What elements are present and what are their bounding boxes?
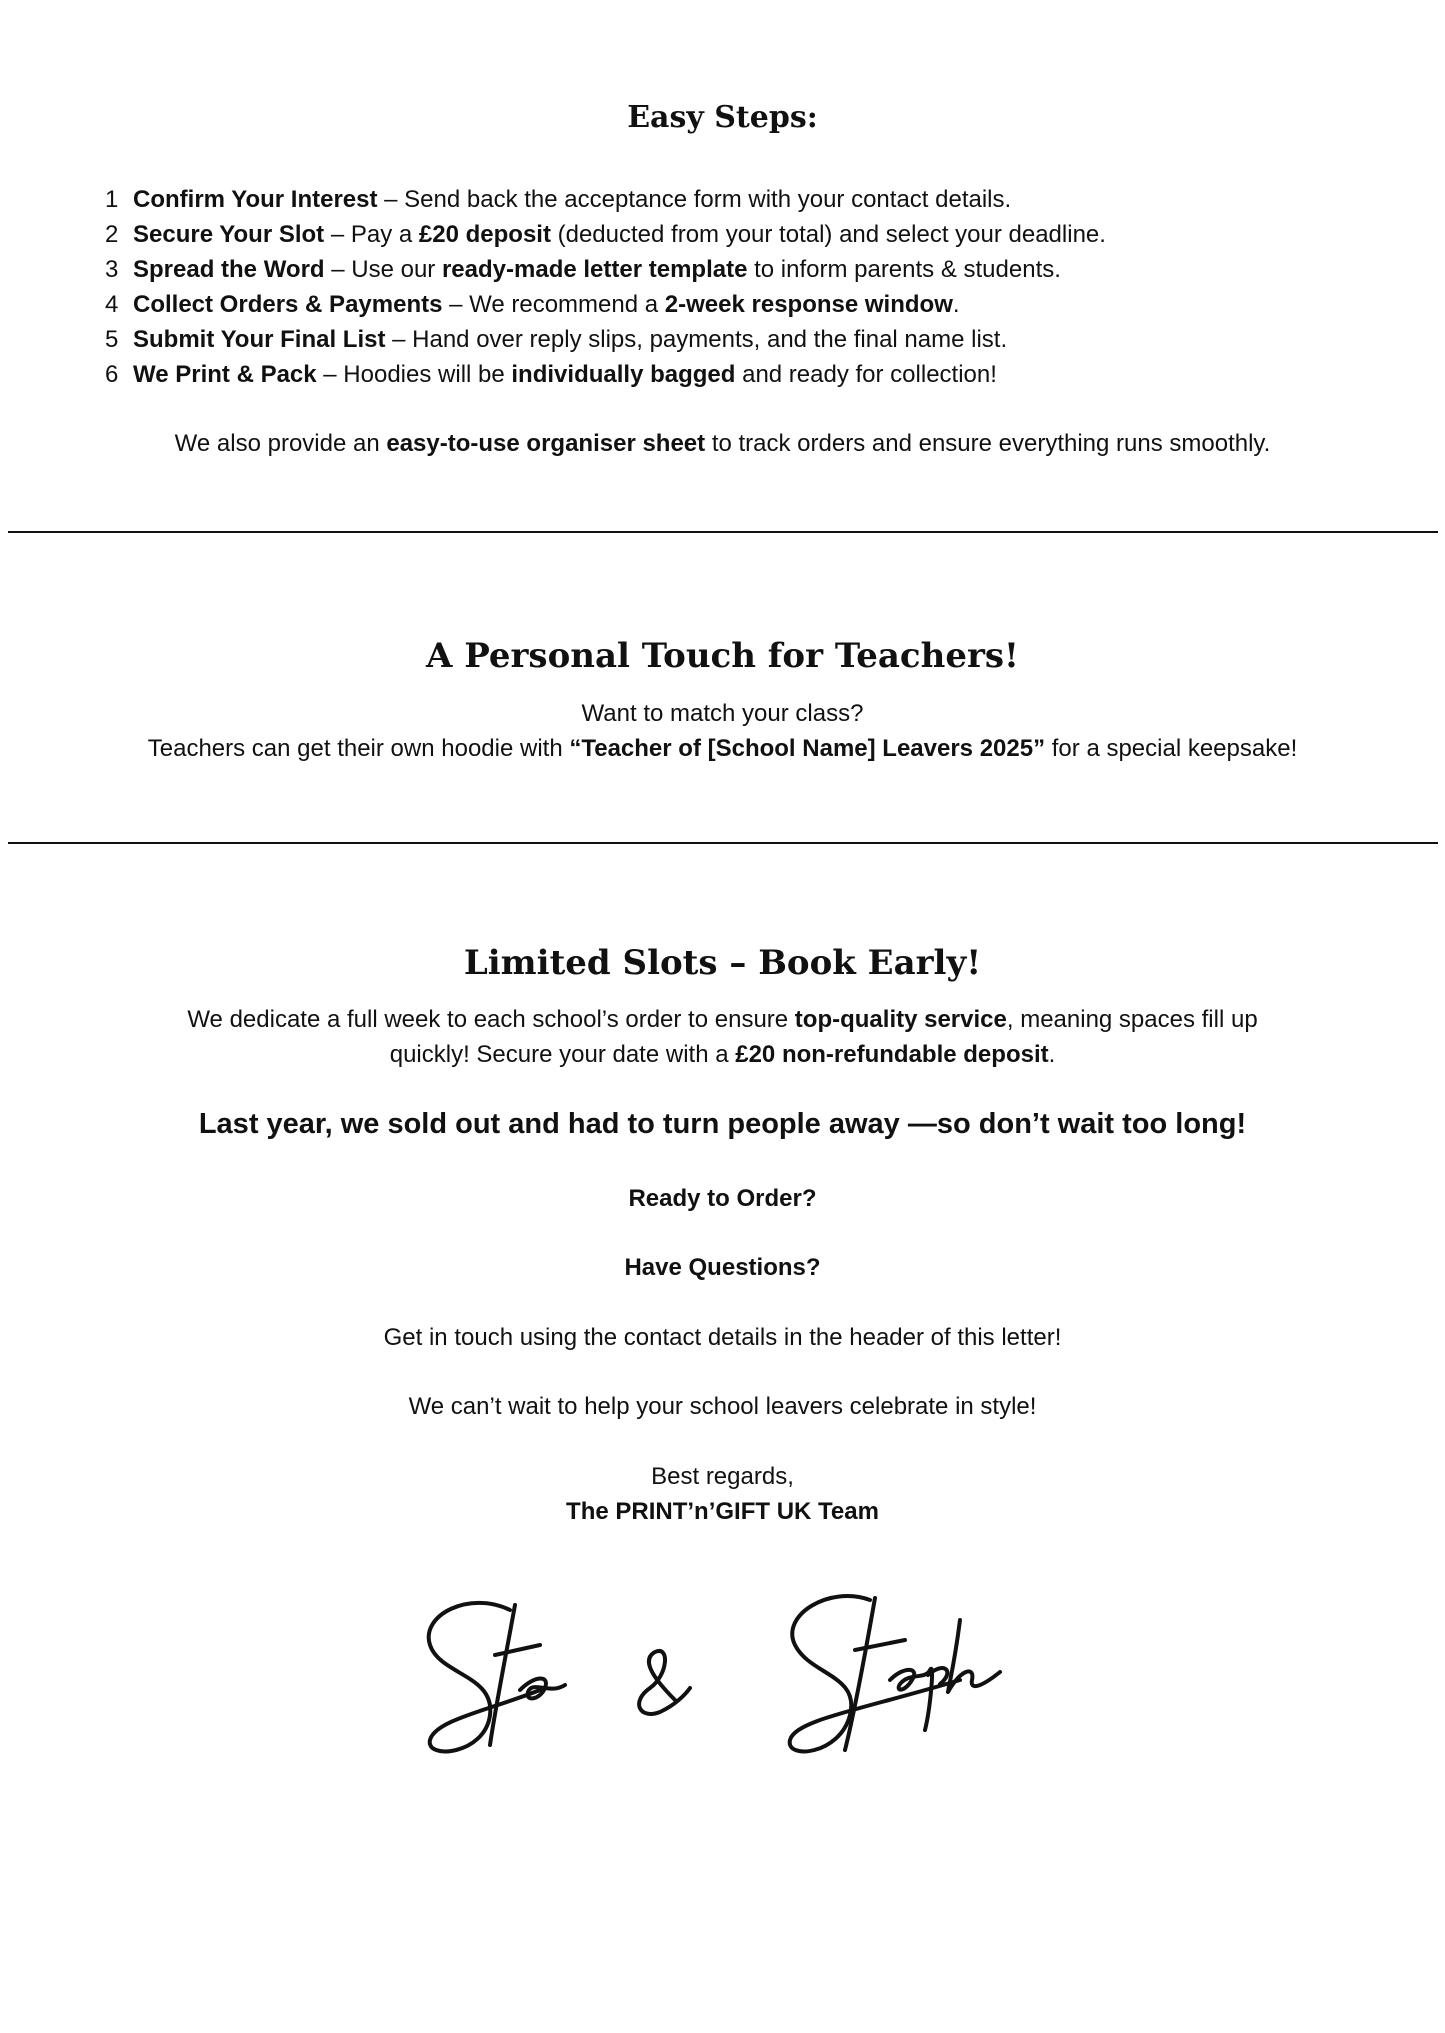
limited-heading: Limited Slots – Book Early! — [463, 943, 982, 983]
signature-ste-e — [520, 1678, 565, 1698]
step-item — [105, 357, 1385, 392]
step-text-end: (deducted from your total) and select your deadline. — [550, 221, 1106, 248]
limited-para-2-post: . — [1048, 1041, 1056, 1068]
step-title: We Print & Pack — [133, 361, 317, 388]
step-item — [105, 287, 1385, 322]
contact-note: Get in touch using the contact details in the header of this letter! — [383, 1324, 1062, 1351]
step-title: Submit Your Final List — [133, 326, 386, 353]
signature-steph — [790, 1596, 960, 1751]
sold-out-warning: Last year, we sold out and had to turn people away —so don’t wait too long! — [198, 1108, 1247, 1140]
team-name — [0, 1494, 1445, 1529]
teachers-keepsake-text: “Teacher of [School Name] Leavers 2025” — [569, 735, 1046, 762]
step-text: – Hoodies will be — [316, 361, 512, 388]
teachers-heading: A Personal Touch for Teachers! — [426, 636, 1019, 676]
step-emphasis: £20 deposit — [418, 221, 551, 248]
limited-para-2-bold: £20 non-refundable deposit — [735, 1041, 1049, 1068]
ready-to-order — [0, 1181, 1445, 1216]
signature-image — [400, 1580, 1060, 1780]
organiser-pre: We also provide an — [174, 430, 387, 457]
step-item — [105, 182, 1385, 217]
step-text-end: and ready for collection! — [735, 361, 997, 388]
step-text: – Pay a — [324, 221, 419, 248]
step-title: Secure Your Slot — [133, 221, 325, 248]
step-title: Confirm Your Interest — [133, 186, 378, 213]
step-emphasis: ready-made letter template — [441, 256, 748, 283]
cant-wait-note: We can’t wait to help your school leavers celebrate in style! — [408, 1393, 1037, 1420]
signature-ste — [429, 1603, 540, 1752]
signature-steph-eph — [890, 1620, 1000, 1730]
step-item — [105, 322, 1385, 357]
have-questions-text: Have Questions? — [624, 1254, 821, 1281]
best-regards: Best regards, — [651, 1463, 794, 1490]
easy-steps-heading: Easy Steps: — [627, 100, 818, 135]
limited-para-1-bold: top-quality service — [794, 1006, 1007, 1033]
step-title: Collect Orders & Payments — [133, 291, 443, 318]
divider — [8, 531, 1438, 533]
step-title: Spread the Word — [133, 256, 325, 283]
step-text: – Send back the acceptance form with your contact details. — [377, 186, 1012, 213]
divider — [8, 842, 1438, 844]
step-emphasis: individually bagged — [511, 361, 736, 388]
organiser-bold: easy-to-use organiser sheet — [386, 430, 706, 457]
step-item — [105, 217, 1385, 252]
step-text: – We recommend a — [442, 291, 665, 318]
step-number: 1 — [105, 186, 119, 213]
limited-para-1-pre: We dedicate a full week to each school’s order to ensure — [187, 1006, 795, 1033]
step-emphasis: 2-week response window — [664, 291, 953, 318]
signature-ste-t — [490, 1605, 540, 1745]
limited-para-line-2 — [0, 1037, 1445, 1072]
limited-para-1-post: , meaning spaces fill up — [1006, 1006, 1258, 1033]
step-text-end: to inform parents & students. — [747, 256, 1061, 283]
limited-para-2-pre: quickly! Secure your date with a — [389, 1041, 736, 1068]
ready-to-order-text: Ready to Order? — [628, 1185, 817, 1212]
teachers-line-2-post: for a special keepsake! — [1045, 735, 1298, 762]
organiser-note — [0, 426, 1445, 461]
team-name-text: The PRINT’n’GIFT UK Team — [566, 1498, 879, 1525]
teachers-line-2-pre: Teachers can get their own hoodie with — [147, 735, 570, 762]
teachers-line-2 — [0, 731, 1445, 766]
step-text: – Hand over reply slips, payments, and the final name list. — [385, 326, 1008, 353]
step-item — [105, 252, 1385, 287]
steps-list — [105, 182, 1385, 392]
step-number: 2 — [105, 221, 119, 248]
signature-ampersand — [639, 1651, 690, 1714]
step-number: 5 — [105, 326, 119, 353]
organiser-post: to track orders and ensure everything runs smoothly. — [705, 430, 1271, 457]
step-number: 3 — [105, 256, 119, 283]
step-text: – Use our — [324, 256, 442, 283]
step-number: 6 — [105, 361, 119, 388]
have-questions — [0, 1250, 1445, 1285]
teachers-line-1: Want to match your class? — [581, 700, 864, 727]
limited-para-line-1 — [0, 1002, 1445, 1037]
step-number: 4 — [105, 291, 119, 318]
step-text-end: . — [952, 291, 960, 318]
